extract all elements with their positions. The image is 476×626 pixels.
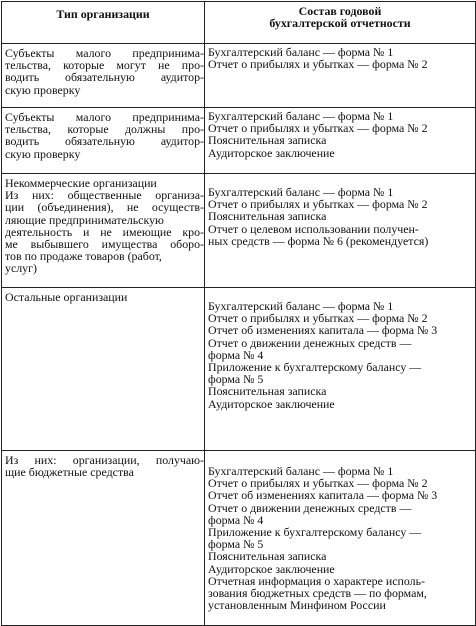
org-type-line: деятельность и не имеющие кро-	[5, 224, 204, 239]
org-type-cell	[2, 288, 205, 451]
report-item-line: ных средств — форма № 6 (рекомендуется)	[208, 233, 429, 248]
report-item-line: Отчет об изменениях капитала — форма № 3	[208, 323, 438, 338]
org-type-line: тельства, которые должны про-	[5, 122, 204, 137]
report-item-line: Приложение к бухгалтерскому балансу —	[208, 360, 422, 375]
report-item-line: Приложение к бухгалтерскому балансу —	[208, 525, 422, 540]
report-item-line: форма № 4	[208, 347, 264, 362]
report-item-line: Отчет о прибылях и убытках — форма № 2	[208, 57, 428, 72]
org-type-line: Из них: организации, получаю-	[5, 453, 204, 467]
org-type-cell	[2, 108, 205, 174]
header-report-composition	[205, 2, 476, 44]
report-item-line: Пояснительная записка	[208, 209, 327, 224]
org-type-line: ляющие предпринимательскую	[5, 212, 164, 227]
org-type-line: услуг)	[5, 261, 37, 276]
report-item-line: Бухгалтерский баланс — форма № 1	[208, 185, 394, 199]
report-item-line: Аудиторское заключение	[208, 145, 335, 160]
report-composition-cell	[205, 174, 476, 288]
report-item-line: Пояснительная записка	[208, 384, 327, 399]
report-item-line: форма № 4	[208, 512, 264, 527]
header-report-line1: Состав годовой	[298, 4, 382, 18]
report-composition-cell	[205, 288, 476, 451]
org-type-line: скую проверку	[5, 146, 81, 161]
report-composition-cell	[205, 108, 476, 174]
report-composition-cell	[205, 451, 476, 626]
report-item-line: Аудиторское заключение	[208, 396, 335, 411]
table-row	[2, 174, 476, 288]
org-type-cell	[2, 451, 205, 626]
report-item-line: Бухгалтерский баланс — форма № 1	[208, 464, 394, 478]
report-item-line: Отчетная информация о характере исполь-	[208, 573, 425, 588]
report-item-line: Аудиторское заключение	[208, 561, 335, 576]
report-item-line: Отчет о движении денежных средств —	[208, 335, 412, 350]
table-row	[2, 44, 476, 108]
report-item-line: форма № 5	[208, 372, 264, 387]
header-org-type-label: Тип организации	[56, 7, 150, 21]
org-type-line: Из них: общественные организа-	[5, 188, 204, 203]
table-row	[2, 288, 476, 451]
report-item-line: Отчет об изменениях капитала — форма № 3	[208, 488, 438, 503]
org-type-line: Субъекты малого предпринима-	[5, 46, 204, 60]
report-item-line: Пояснительная записка	[208, 549, 327, 564]
org-type-line: щие бюджетные средства	[5, 465, 134, 480]
report-item-line: Отчет о целевом использовании получен-	[208, 221, 419, 236]
table-row	[2, 108, 476, 174]
report-item-line: установленным Минфином России	[208, 598, 386, 613]
org-type-line: скую проверку	[5, 82, 81, 97]
reporting-table	[1, 1, 476, 626]
report-item-line: Бухгалтерский баланс — форма № 1	[208, 45, 394, 59]
org-type-line: Некоммерческие организации	[5, 176, 157, 190]
report-item-line: Отчет о прибылях и убытках — форма № 2	[208, 476, 428, 491]
header-org-type	[2, 2, 205, 44]
report-item-line: Бухгалтерский баланс — форма № 1	[208, 299, 394, 313]
report-item-line: Отчет о движении денежных средств —	[208, 500, 412, 515]
org-type-line: ме выбывшего имущества оборо-	[5, 237, 204, 252]
org-type-line: ции (объединения), не осуществ-	[5, 200, 204, 215]
org-type-line: тельства, которые могут не про-	[5, 58, 204, 73]
report-item-line: Бухгалтерский баланс — форма № 1	[208, 109, 394, 123]
org-type-cell	[2, 44, 205, 108]
report-item-line: форма № 5	[208, 537, 264, 552]
org-type-line: тов по продаже товаров (работ,	[5, 249, 162, 264]
header-report-line2: бухгалтерской отчетности	[269, 16, 411, 31]
table-row	[2, 451, 476, 626]
org-type-line: Субъекты малого предпринима-	[5, 110, 204, 124]
report-item-line: Отчет о прибылях и убытках — форма № 2	[208, 311, 428, 326]
org-type-cell	[2, 174, 205, 288]
org-type-line: Остальные организации	[5, 290, 128, 304]
report-item-line: Пояснительная записка	[208, 133, 327, 148]
org-type-line: водить обязательную аудитор-	[5, 70, 204, 85]
table-header-row	[2, 2, 476, 44]
report-composition-cell	[205, 44, 476, 108]
report-item-line: зования бюджетных средств — по формам,	[208, 586, 427, 601]
report-item-line: Отчет о прибылях и убытках — форма № 2	[208, 121, 428, 136]
report-item-line: Отчет о прибылях и убытках — форма № 2	[208, 197, 428, 212]
org-type-line: водить обязательную аудитор-	[5, 134, 204, 149]
